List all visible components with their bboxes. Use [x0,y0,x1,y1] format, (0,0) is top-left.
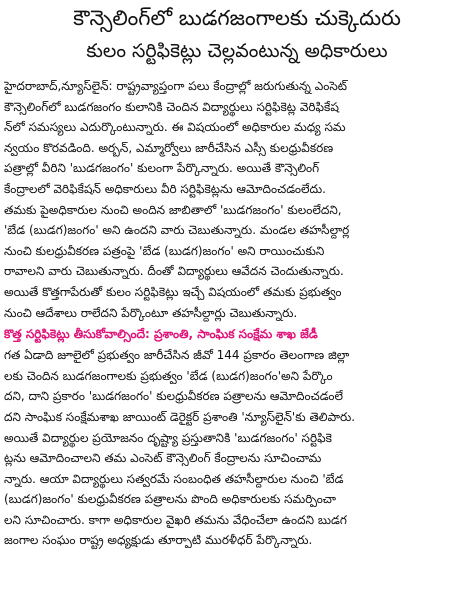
text-line: ట్లను ఆమోదించాలని తమ ఎంసెట్ కౌన్సెలింగ్ కేంద్రాలను సూచించామ [4,451,322,466]
text-line: న్‌లో సమస్యలు ఎదుర్కొంటున్నారు. ఈ విషయంలో అధికారుల మధ్య సమ [4,120,346,135]
subheadline: కులం సర్టిఫికెట్లు చెల్లవంటున్న అధికారులు [86,40,388,62]
text-line: రావాలని వారు చెబుతున్నారు. దీంతో విద్యార్థులు ఆవేదన చెందుతున్నారు. [4,264,344,279]
text-line: న్నారు. ఆయా విద్యార్థులు సత్వరమే సంబంధిత తహసీల్దారుల నుంచి 'బేడ [4,471,344,486]
text-line: పత్రాల్లో వీరిని 'బుడగజంగం' కులంగా పేర్కొన్నారు. అయితే కౌన్సెలింగ్ [4,161,320,176]
text-line: న్వయం కొరవడింది. అర్బన్, ఎమ్మార్వోలు జారీచేసిన ఎస్సీ కులధ్రువీకరణ [4,140,334,155]
text-line: కౌన్సెలింగ్‌లో బుడగజంగం కులానికి చెందిన విద్యార్థులు సర్టిఫికెట్ల వెరిఫికేష [4,99,339,114]
text-line: నుంచి ఆదేశాలు రాలేదని పేర్కొంటూ తహసీల్దార్లు చెబుతున్నారు. [4,305,298,320]
text-line: హైదరాబాద్,న్యూస్‌లైన్: రాష్ట్రవ్యాప్తంగా పలు కేంద్రాల్లో జరుగుతున్న ఎంసెట్ [4,79,348,93]
text-line: (బుడగ)జంగం' కులధ్రువీకరణ పత్రాలను పొంది అధికారులకు సమర్పించా [4,492,337,507]
text-line: 'బేడ (బుడగ)జంగం' అని ఉందని వారు చెబుతున్నారు. మండల తహసీల్దార్ల [4,223,350,238]
text-line: కేంద్రాలలో వెరిఫికేషన్ అధికారులు వీరి సర్టిఫికెట్లను ఆమోదించడంలేదు. [4,181,326,196]
paragraph-2 [4,345,470,551]
text-line: తమకు పైఅధికారుల నుంచి అందిన జాబితాలో 'బుడగజంగం' కులంలేదని, [4,202,342,217]
section-heading: కొత్త సర్టిఫికెట్లు తీసుకోవాల్సిందే: ప్రశాంతి, సాంఘిక సంక్షేమ శాఖ జేడీ [4,327,318,342]
text-line: లకు చెందిన బుడగజంగాలకు ప్రభుత్వం 'బేడ (బుడగ)జంగం'అని పేర్కొం [4,368,333,383]
text-line: లని సూచించారు. కాగా అధికారుల వైఖరి తమను వేధించేలా ఉందని బుడగ [4,512,347,527]
text-line: గత ఏడాది జూలైలో ప్రభుత్వం జారీచేసిన జీవో 144 ప్రకారం తెలంగాణ జిల్లా [4,348,350,363]
text-line: అయితే కొత్తగాపేరుతో కులం సర్టిఫికెట్లు ఇచ్చే విషయంలో తమకు ప్రభుత్వం [4,284,342,299]
headline: కౌన్సెలింగ్‌లో బుడగజంగాలకు చుక్కెదురు [73,6,401,30]
paragraph-1 [4,76,470,323]
text-line: జంగాల సంఘం రాష్ట్ర అధ్యక్షుడు తూర్పాటి మురళీధర్ పేర్కొన్నారు. [4,533,313,548]
text-line: నుంచి కులధ్రువీకరణ పత్రంపై 'బేడ (బుడగ)జంగం' అని రాయించుకుని [4,243,325,258]
text-line: అయితే విద్యార్థుల ప్రయోజనం దృష్ట్యా ప్రస్తుతానికి 'బుడగజంగం' సర్టిఫికె [4,430,332,445]
article-body [4,76,470,551]
text-line: దని, దాని ప్రకారం 'బుడగజంగం' కులధ్రువీకరణ పత్రాలను ఆమోదించడంలే [4,389,344,404]
text-line: దని సాంఘిక సంక్షేమశాఖ జాయింట్ డెరైక్టర్ ప్రశాంతి 'న్యూస్‌లైన్'కు తెలిపారు. [4,409,356,424]
